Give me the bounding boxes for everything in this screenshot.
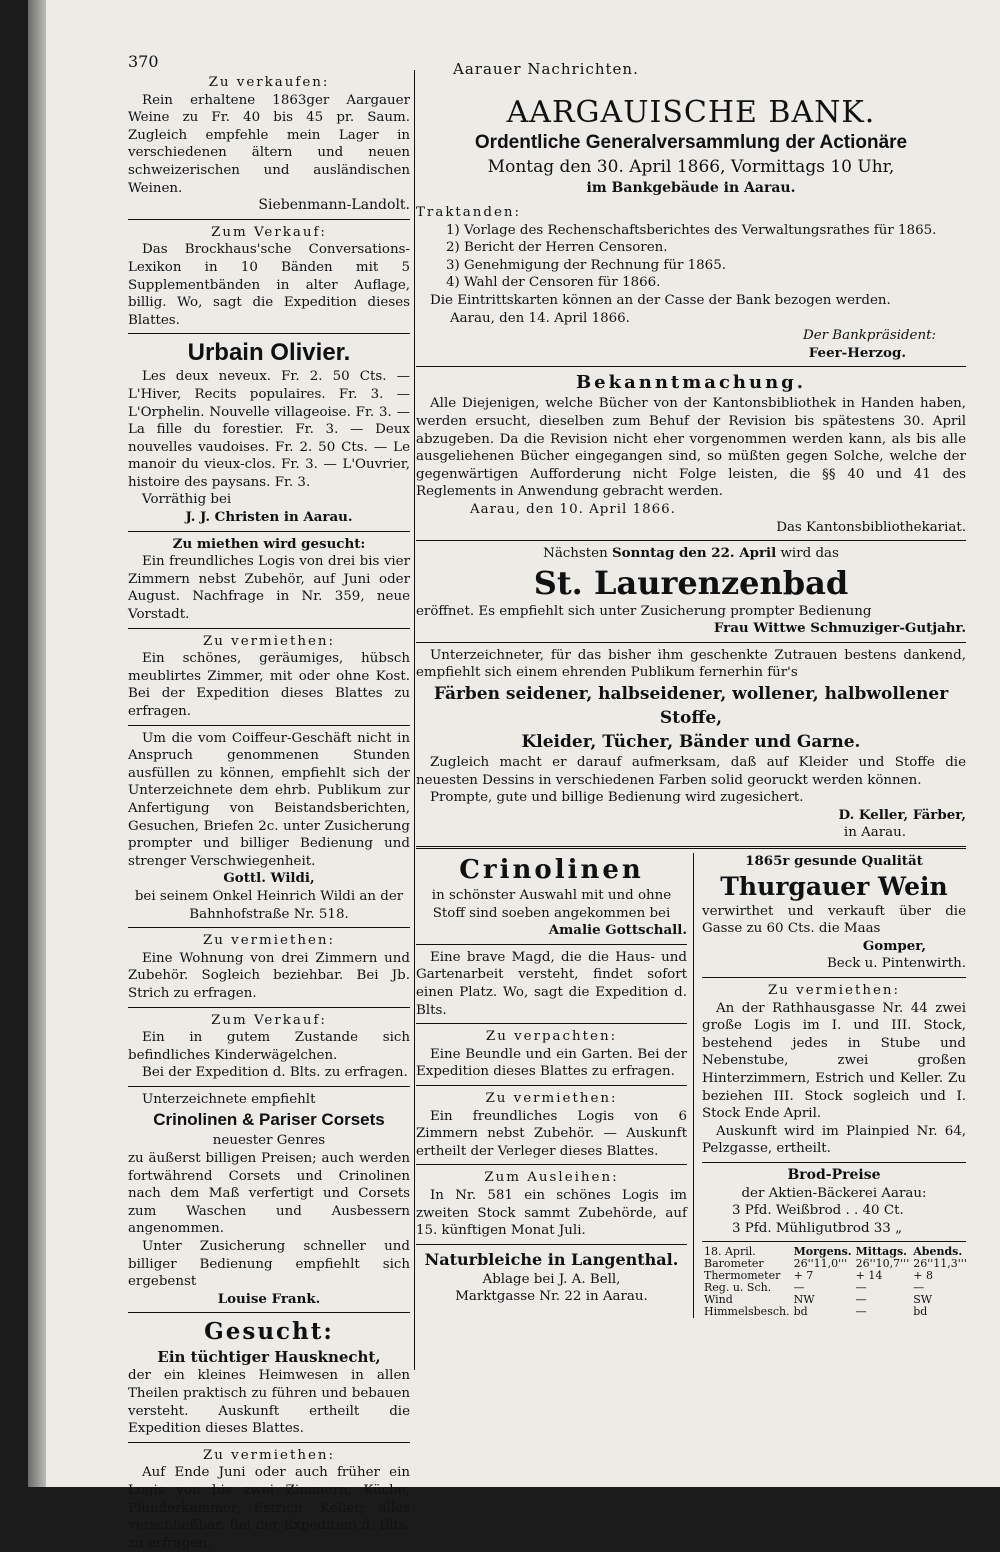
divider — [128, 927, 410, 928]
weather-value: NW — [793, 1293, 815, 1307]
ad-text: Bei der Expedition d. Blts. zu erfragen. — [142, 1065, 408, 1081]
divider — [128, 1086, 410, 1087]
ad-text: 3 Pfd. Weißbrod . . 40 Ct. — [732, 1203, 904, 1219]
ad-text: Auf Ende Juni oder auch früher ein Logis von bis zwei Zimmern, Küche, Plunderkammer, Estrich, Keller; alles verschließbar. Bei der Expedition d. Blts. zu erfragen. — [128, 1465, 410, 1551]
ad-text: Ein in gutem Zustande sich befindliches Kinderwägelchen. — [128, 1030, 410, 1063]
weather-col: Morgens. — [793, 1245, 852, 1259]
ad-brockhaus — [128, 224, 410, 330]
ad-signature: D. Keller, Färber, — [838, 806, 966, 823]
ad-text: Eine Wohnung von drei Zimmern und Zubehör. Sogleich beziehbar. Bei Jb. Strich zu erfragen. — [128, 950, 410, 1001]
ad-text: Ein schönes, geräumiges, hübsch meublirtes Zimmer, mit oder ohne Kost. Bei der Expedition dieses Blattes zu erfragen. — [128, 651, 410, 719]
weather-value: 26''11,0''' — [793, 1257, 848, 1271]
divider — [416, 366, 966, 367]
ad-bank — [416, 96, 966, 362]
divider — [416, 1244, 687, 1245]
weather-label: Wind — [704, 1293, 733, 1307]
weather-value: — — [855, 1281, 867, 1295]
weather-value: 26''10,7''' — [855, 1257, 910, 1271]
ad-wine-sale — [128, 74, 410, 215]
ad-text: Les deux neveux. Fr. 2. 50 Cts. — L'Hiver, Recits populaires. Fr. 3. — L'Orphelin. Nouvelle villageoise. Fr. 3. — La fille du forestier. Fr. 3. — Deux nouvelles vaudoises. Fr. 2. 50 Cts. — Le manoir du vieux-clos. Fr. 3. — L'Ouvrier, histoire des paysans. Fr. 3. — [128, 369, 410, 490]
agenda-list — [416, 222, 966, 292]
weather-value: 26''11,3''' — [913, 1257, 967, 1271]
ad-logis6 — [416, 1090, 687, 1160]
weather-value: — — [855, 1305, 867, 1319]
weather-label: Himmelsbesch. — [704, 1305, 790, 1319]
ad-bath — [416, 545, 966, 638]
ad-signature: Louise Frank. — [217, 1290, 321, 1307]
divider — [416, 1164, 687, 1165]
divider — [128, 219, 410, 220]
ad-title: Bekanntmachung. — [575, 372, 807, 394]
ad-bread-prices — [702, 1167, 966, 1237]
ad-signature: Gomper, — [862, 937, 926, 954]
lower-right-section — [416, 853, 966, 1318]
ad-room-rent — [128, 633, 410, 721]
ad-text: Die Eintrittskarten können an der Casse der Bank bezogen werden. — [430, 292, 891, 308]
divider — [128, 725, 410, 726]
ad-title: Gesucht: — [204, 1318, 334, 1346]
ad-rathaus — [702, 982, 966, 1158]
ad-text: Sonntag den 22. April — [612, 545, 777, 562]
weather-date: 18. April. — [704, 1245, 756, 1259]
weather-value: + 14 — [855, 1269, 883, 1283]
weather-value: — — [855, 1293, 867, 1307]
agenda-item: 3) Genehmigung der Rechnung für 1865. — [446, 257, 726, 273]
ad-text: Marktgasse Nr. 22 in Aarau. — [455, 1289, 648, 1305]
ad-corsets — [128, 1091, 410, 1309]
ad-text: in Aarau. — [843, 825, 906, 841]
ad-text: Beck u. Pintenwirth. — [826, 956, 966, 972]
ad-text: Unter Zusicherung schneller und billiger Bedienung empfiehlt sich ergebenst — [128, 1239, 410, 1290]
ad-heading: Zu verpachten: — [485, 1029, 618, 1045]
ad-thurgau-wine — [702, 853, 966, 973]
ad-text: Ablage bei J. A. Bell, — [482, 1271, 621, 1287]
divider — [128, 1442, 410, 1443]
page-number: 370 — [128, 52, 159, 71]
weather-value: + 8 — [913, 1269, 933, 1283]
weather-table — [702, 1246, 969, 1318]
weather-label: Thermometer — [704, 1269, 781, 1283]
ad-text: im Bankgebäude in Aarau. — [586, 180, 796, 196]
ad-heading: Zum Ausleihen: — [484, 1170, 619, 1186]
divider — [702, 1162, 966, 1163]
left-column — [128, 74, 410, 1552]
weather-row — [702, 1306, 969, 1318]
ad-logis-rent — [128, 1447, 410, 1552]
ad-heading: Zu verkaufen: — [208, 75, 330, 90]
ad-text: Unterzeichnete empfiehlt — [142, 1091, 316, 1107]
weather-label: Barometer — [704, 1257, 764, 1271]
weather-value: + 7 — [793, 1269, 814, 1283]
ad-heading: Traktanden: — [416, 205, 522, 220]
ad-text: Aarau, den 14. April 1866. — [450, 310, 630, 326]
ad-text: Ein freundliches Logis von drei bis vier Zimmern nebst Zubehör, auf Juni oder August. Nachfrage in Nr. 359, neue Vorstadt. — [128, 554, 410, 623]
ad-heading: Zu vermiethen: — [202, 1447, 336, 1463]
divider — [128, 1007, 410, 1008]
weather-value: — — [913, 1281, 925, 1295]
newspaper-page — [28, 0, 1000, 1551]
ad-flat-rent — [128, 932, 410, 1002]
ad-text: Das Brockhaus'sche Conversations-Lexikon in 10 Bänden mit 5 Supplementbänden in alter Auflage, billig. Wo, sagt die Expedition dieses Blattes. — [128, 242, 410, 328]
divider — [416, 642, 966, 643]
ad-text: Aarau, den 10. April 1866. — [470, 501, 676, 517]
ad-text: eröffnet. Es empfiehlt sich unter Zusicherung prompter Bedienung — [416, 603, 872, 619]
ad-text: neuester Genres — [212, 1133, 326, 1149]
ad-wildi — [128, 730, 410, 924]
ad-bleach — [416, 1249, 687, 1306]
ad-title: AARGAUISCHE BANK. — [506, 95, 876, 130]
ad-text: 1865r gesunde Qualität — [745, 853, 923, 870]
ad-text: Nächsten — [543, 546, 608, 562]
newspaper-title: Aarauer Nachrichten. — [453, 60, 639, 78]
divider — [702, 1241, 966, 1242]
agenda-item: 2) Bericht der Herren Censoren. — [446, 240, 668, 256]
ad-subtitle: der Aktien-Bäckerei Aarau: — [741, 1185, 927, 1201]
divider — [702, 977, 966, 978]
weather-label: Reg. u. Sch. — [704, 1281, 772, 1295]
ad-title: Brod-Preise — [787, 1166, 881, 1183]
ad-text: Ein freundliches Logis von 6 Zimmern nebst Zubehör. — Auskunft ertheilt der Verleger dieses Blattes. — [416, 1108, 687, 1159]
ad-heading: Zu vermiethen: — [485, 1090, 618, 1106]
ad-library — [416, 371, 966, 536]
ad-signature: Amalie Gottschall. — [548, 922, 687, 939]
ad-text: Zugleich macht er darauf aufmerksam, daß auf Kleider und Stoffe die neuesten Dessins in verschiedenen Farben solid georuckt werden können. — [416, 755, 966, 788]
ad-text: An der Rathhausgasse Nr. 44 zwei große Logis im I. und III. Stock, bestehend jedes in Stube und Nebenstube, zwei großen Hinterzimmern, Estrich und Keller. Zu beziehen III. Stock sogleich und I. Stock Ende April. — [702, 1000, 966, 1122]
ad-text: Unterzeichneter, für das bisher ihm geschenkte Zutrauen bestens dankend, empfiehlt sich einem ehrenden Publikum fernerhin für's — [416, 647, 966, 681]
divider — [416, 846, 966, 849]
ad-signature: Das Kantonsbibliothekariat. — [776, 519, 966, 535]
divider — [128, 628, 410, 629]
weather-value: bd — [793, 1305, 808, 1319]
weather-value: bd — [913, 1305, 928, 1319]
ad-text: Um die vom Coiffeur-Geschäft nicht in Anspruch genommenen Stunden ausfüllen zu können, empfiehlt sich der Unterzeichnete dem ehrb. Publikum zur Anfertigung von Beistandsberichten, Gesuchen, Briefen 2c. unter Zusicherung prompter und billiger Bedienung und strenger Verschwiegenheit. — [128, 730, 410, 869]
divider — [416, 540, 966, 541]
ad-subtitle: Ein tüchtiger Hausknecht, — [157, 1348, 381, 1367]
ad-text: verwirthet und verkauft über die Gasse zu 60 Cts. die Maas — [702, 903, 966, 937]
ad-text: Montag den 30. April 1866, Vormittags 10 Uhr, — [487, 157, 895, 177]
ad-title: Kleider, Tücher, Bänder und Garne. — [521, 732, 861, 753]
ad-title: Crinolinen — [459, 855, 644, 886]
ad-heading: Zu vermiethen: — [202, 933, 336, 949]
ad-heading: Zum Verkauf: — [211, 1012, 327, 1028]
ad-title: Urbain Olivier. — [187, 339, 351, 367]
ad-text: Vorräthig bei — [142, 492, 232, 508]
ad-logis-wanted — [128, 536, 410, 624]
ad-olivier — [128, 338, 410, 526]
ad-lend — [416, 1169, 687, 1239]
weather-col: Mittags. — [855, 1245, 907, 1259]
column-divider — [414, 70, 415, 1370]
agenda-item: 4) Wahl der Censoren für 1866. — [446, 275, 661, 291]
ad-signature: Feer-Herzog. — [808, 344, 906, 361]
ad-text: bei seinem Onkel Heinrich Wildi an der Bahnhofstraße Nr. 518. — [134, 888, 404, 922]
ad-signature: J. J. Christen in Aarau. — [185, 509, 353, 526]
ad-title: Naturbleiche in Langenthal. — [424, 1249, 679, 1269]
ad-text: Auskunft wird im Plainpied Nr. 64, Pelzgasse, ertheilt. — [702, 1123, 966, 1157]
ad-text: Rein erhaltene 1863ger Aargauer Weine zu Fr. 40 bis 45 pr. Saum. Zugleich empfehle mein Lager in verschiedenen ältern und neuen schweizerischen und ausländischen Weinen. — [128, 92, 410, 196]
ad-pram — [128, 1012, 410, 1082]
ad-title: Thurgauer Wein — [720, 871, 948, 901]
ad-heading: Zu vermiethen: — [767, 983, 901, 998]
divider — [416, 944, 687, 945]
ad-crinolinen — [416, 853, 687, 940]
ad-signature: Gottl. Wildi, — [223, 870, 315, 887]
ad-heading: Zum Verkauf: — [211, 224, 327, 240]
ad-signature: Frau Wittwe Schmuziger-Gutjahr. — [713, 620, 966, 637]
ad-signature: Siebenmann-Landolt. — [258, 197, 410, 214]
weather-value: — — [793, 1281, 805, 1295]
ad-text: wird das — [780, 546, 839, 562]
ad-text: Eine Beundle und ein Garten. Bei der Expedition dieses Blattes zu erfragen. — [416, 1046, 687, 1080]
divider — [416, 1085, 687, 1086]
divider — [416, 1023, 687, 1024]
weather-col: Abends. — [913, 1245, 963, 1259]
divider — [128, 531, 410, 532]
ad-text: Alle Diejenigen, welche Bücher von der Kantonsbibliothek in Handen haben, werden ersucht, dieselben zum Behuf der Revision bis spätestens 30. April abzugeben. Da die Revision nicht eher vorgenommen werden kann, als bis alle ausgeliehenen Bücher eingegangen sind, so müßten gegen Solche, welche der gegenwärtigen Aufforderung nicht Folge leisten, die §§ 40 und 41 des Reglements in Anwendung gebracht werden. — [416, 396, 966, 500]
ad-title: Färben seidener, halbseidener, wollener, halbwollener Stoffe, — [433, 684, 949, 729]
ad-text: In Nr. 581 ein schönes Logis im zweiten Stock sammt Zubehörde, auf 15. künftigen Monat Juli. — [416, 1187, 687, 1239]
right-column — [416, 96, 966, 1318]
ad-text: zu äußerst billigen Preisen; auch werden fortwährend Corsets und Crinolinen nach dem Maß verfertigt und Corsets zum Waschen und Ausbessern angenommen. — [128, 1151, 410, 1237]
ad-lease — [416, 1028, 687, 1081]
ad-heading: Zu vermiethen: — [202, 633, 336, 649]
divider — [128, 1312, 410, 1313]
ad-text: 3 Pfd. Mühligutbrod 33 „ — [732, 1220, 903, 1236]
sub-column-right — [694, 853, 966, 1318]
ad-subtitle: Ordentliche Generalversammlung der Actionäre — [474, 132, 908, 153]
ad-title: Crinolinen & Pariser Corsets — [153, 1110, 385, 1130]
ad-title: St. Laurenzenbad — [533, 563, 849, 602]
sub-column-left — [416, 853, 694, 1318]
weather-value: SW — [913, 1293, 933, 1307]
ad-text: Der Bankpräsident: — [802, 328, 936, 344]
ad-heading: Zu miethen wird gesucht: — [172, 535, 366, 552]
agenda-item: 1) Vorlage des Rechenschaftsberichtes des Verwaltungsrathes für 1865. — [446, 222, 937, 238]
divider — [128, 333, 410, 334]
ad-dyer — [416, 647, 966, 842]
ad-text: in schönster Auswahl mit und ohne Stoff sind soeben angekommen bei — [431, 888, 672, 921]
ad-servant — [128, 1317, 410, 1437]
ad-text: der ein kleines Heimwesen in allen Theilen praktisch zu führen und bebauen versteht. Auskunft ertheilt die Expedition dieses Blattes. — [128, 1368, 410, 1437]
ad-maid: Eine brave Magd, die die Haus- und Gartenarbeit versteht, findet sofort einen Platz. Wo, sagt die Expedition d. Blts. — [416, 949, 687, 1018]
ad-text: Prompte, gute und billige Bedienung wird zugesichert. — [430, 790, 804, 806]
